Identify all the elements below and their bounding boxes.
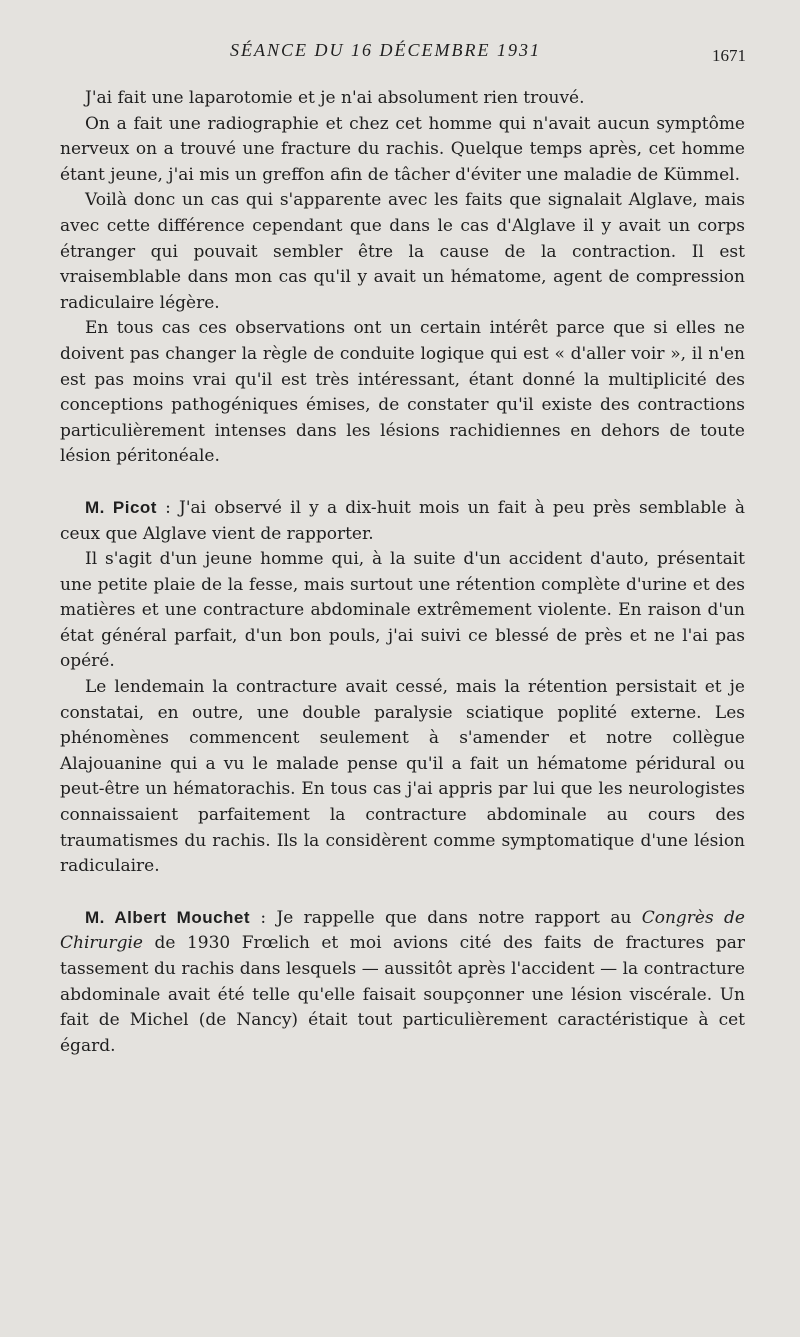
speaker-name: M. Picot bbox=[85, 497, 157, 517]
paragraph: On a fait une radiographie et chez cet homme qui n'avait aucun symptôme nerveux on a trouvé une fracture du rachis. Quelque temps après, cet homme étant jeune, j'ai mis un greffon afin de tâcher d'éviter une maladie de Kümmel. bbox=[60, 113, 745, 185]
paragraph: Le lendemain la contracture avait cessé, mais la rétention persistait et je constatai, en outre, une double paralysie sciatique poplité externe. Les phénomènes commencent seulement à s'amender et notre collègue Alajouanine qui a vu le malade pense qu'il a fait un hématome péridural ou peut-être un hématorachis. En tous cas j'ai appris par lui que les neurologistes connaissaient parfaitement la contracture abdominale au cours des traumatismes du rachis. Ils la considèrent comme symptomatique d'une lésion radiculaire. bbox=[60, 677, 745, 877]
page-number: 1671 bbox=[712, 46, 746, 65]
article-body bbox=[60, 86, 745, 1059]
paragraph: Voilà donc un cas qui s'apparente avec les faits que signalait Alglave, mais avec cette différence cependant que dans le cas d'Alglave il y avait un corps étranger qui pouvait sembler être la cause de la contraction. Il est vraisemblable dans mon cas qu'il y avait un hématome, agent de compression radiculaire légère. bbox=[60, 190, 745, 313]
paragraph: En tous cas ces observations ont un certain intérêt parce que si elles ne doivent pas changer la règle de conduite logique qui est « d'aller voir », il n'en est pas moins vrai qu'il est très intéressant, étant donné la multiplicité des conceptions pathogéniques émises, de constater qu'il existe des contractions particulièrement intenses dans les lésions rachidiennes en dehors de toute lésion péritonéale. bbox=[60, 318, 745, 467]
paragraph: J'ai fait une laparotomie et je n'ai absolument rien trouvé. bbox=[85, 88, 585, 108]
mouchet-intervention bbox=[60, 905, 745, 1060]
speaker-name: M. Albert Mouchet bbox=[85, 907, 251, 927]
mouchet-text-continued: de 1930 Frœlich et moi avions cité des faits de fractures par tassement du rachis dans lesquels — aussitôt après l'accident — la contracture abdominale avait été telle qu'elle faisait soupçonner une lésion viscérale. Un fait de Michel (de Nancy) était tout particulièrement caractéristique à cet égard. bbox=[60, 933, 745, 1056]
congress-title: Congrès de Chirurgie bbox=[60, 907, 745, 954]
mouchet-text: : Je rappelle que dans notre rapport au bbox=[250, 907, 642, 928]
picot-intervention bbox=[60, 495, 745, 547]
picot-text: : J'ai observé il y a dix-huit mois un fait à peu près semblable à ceux que Alglave vient de rapporter. bbox=[60, 497, 745, 544]
running-title: SÉANCE DU 16 DÉCEMBRE 1931 bbox=[230, 40, 541, 60]
paragraph: Il s'agit d'un jeune homme qui, à la suite d'un accident d'auto, présentait une petite plaie de la fesse, mais surtout une rétention complète d'urine et des matières et une contracture abdominale extrêmement violente. En raison d'un état général parfait, d'un bon pouls, j'ai suivi ce blessé de près et ne l'ai pas opéré. bbox=[60, 549, 745, 672]
